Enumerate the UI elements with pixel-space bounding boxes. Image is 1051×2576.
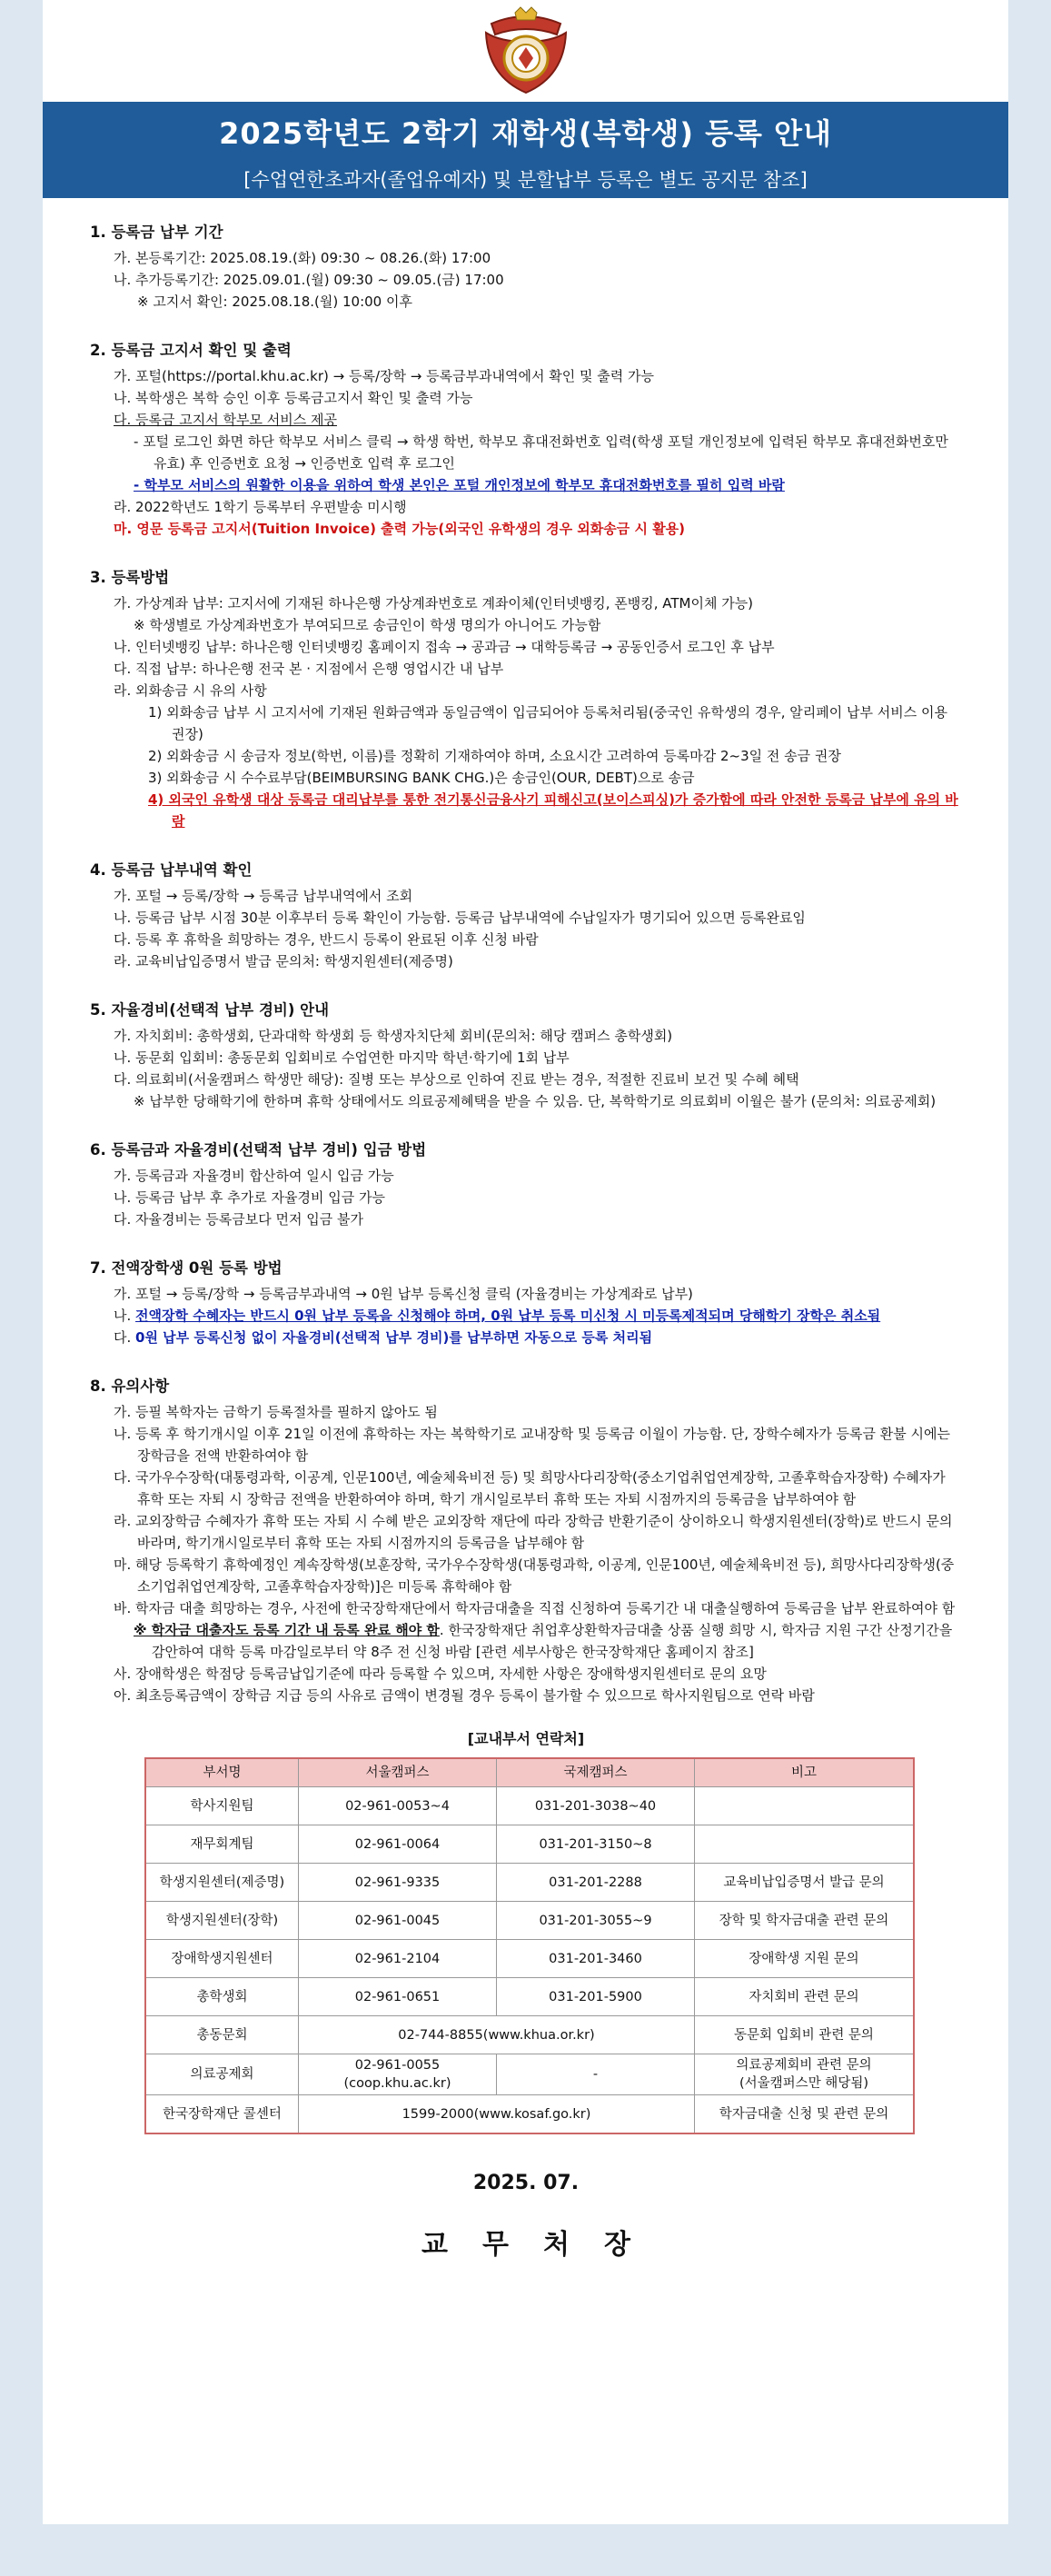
s3-item-d4: 4) 외국인 유학생 대상 등록금 대리납부를 통한 전기통신금융사기 피해신고(보이스피싱)가 증가함에 따라 안전한 등록금 납부에 유의 바람: [148, 791, 958, 830]
cell-seoul: 02-961-9335: [299, 1864, 497, 1902]
table-row: [145, 2016, 914, 2054]
s1-item-a: 가. 본등록기간: 2025.08.19.(화) 09:30 ~ 08.26.(화) 17:00: [114, 250, 491, 266]
cell-dept: 한국장학재단 콜센터: [145, 2095, 299, 2134]
cell-dept: 총동문회: [145, 2016, 299, 2054]
title-banner: [43, 102, 1008, 198]
s2-item-c1: - 포털 로그인 화면 하단 학부모 서비스 클릭 → 학생 학번, 학부모 휴대전화번호 입력(학생 포털 개인정보에 입력된 학부모 휴대전화번호만 유효) 후 인증번호 요청 → 인증번호 입력 후 로그인: [134, 433, 948, 472]
s3-item-d1: 1) 외화송금 납부 시 고지서에 기재된 원화금액과 동일금액이 입금되어야 등록처리됨(중국인 유학생의 경우, 알리페이 납부 서비스 이용 권장): [148, 704, 948, 742]
s5-item-b: 나. 동문회 입회비: 총동문회 입회비로 수업연한 마지막 학년·학기에 1회 납부: [114, 1049, 570, 1066]
cell-merged-contact: 02-744-8855(www.khua.or.kr): [299, 2016, 695, 2054]
cell-dept: 의료공제회: [145, 2054, 299, 2095]
table-row: [145, 1978, 914, 2016]
cell-seoul: 02-961-0045: [299, 1902, 497, 1940]
cell-global: 031-201-3460: [497, 1940, 695, 1978]
s1-item-b: 나. 추가등록기간: 2025.09.01.(월) 09:30 ~ 09.05.(금) 17:00: [114, 272, 504, 288]
col-header-seoul: 서울캠퍼스: [299, 1758, 497, 1787]
col-header-note: 비고: [695, 1758, 915, 1787]
s7-item-b-text: 전액장학 수혜자는 반드시 0원 납부 등록을 신청해야 하며, 0원 납부 등록 미신청 시 미등록제적되며 당해학기 장학은 취소됨: [135, 1308, 881, 1324]
table-row: [145, 1825, 914, 1864]
s3-item-d: 라. 외화송금 시 유의 사항: [114, 682, 267, 699]
cell-global: 031-201-3038~40: [497, 1787, 695, 1825]
cell-seoul: 02-961-2104: [299, 1940, 497, 1978]
s3-item-d3: 3) 외화송금 시 수수료부담(BEIMBURSING BANK CHG.)은 송금인(OUR, DEBT)으로 송금: [148, 770, 695, 786]
page-title: 2025학년도 2학기 재학생(복학생) 등록 안내: [219, 116, 832, 151]
s2-item-a: 가. 포털(https://portal.khu.ac.kr) → 등록/장학 → 등록금부과내역에서 확인 및 출력 가능: [114, 368, 655, 384]
contacts-table: [144, 1757, 915, 2134]
cell-seoul-line2: (coop.khu.ac.kr): [343, 2076, 451, 2091]
cell-seoul-line1: 02-961-0055: [354, 2058, 441, 2073]
s3-item-b: 나. 인터넷뱅킹 납부: 하나은행 인터넷뱅킹 홈페이지 접속 → 공과금 → 대학등록금 → 공동인증서 로그인 후 납부: [114, 639, 775, 655]
table-row: [145, 1902, 914, 1940]
s5-item-c: 다. 의료회비(서울캠퍼스 학생만 해당): 질병 또는 부상으로 인하여 진료 받는 경우, 적절한 진료비 보건 및 수혜 혜택: [114, 1071, 799, 1088]
col-header-dept: 부서명: [145, 1758, 299, 1787]
cell-global: -: [497, 2054, 695, 2095]
cell-note: 장애학생 지원 문의: [695, 1940, 915, 1978]
section-2-title: 2. 등록금 고지서 확인 및 출력: [90, 342, 292, 359]
s8-item-a: 가. 등필 복학자는 금학기 등록절차를 필하지 않아도 됨: [114, 1404, 438, 1420]
cell-global: 031-201-3150~8: [497, 1825, 695, 1864]
s5-note-c: ※ 납부한 당해학기에 한하며 휴학 상태에서도 의료공제혜택을 받을 수 있음. 단, 복학학기로 의료회비 이월은 불가 (문의처: 의료공제회): [134, 1093, 937, 1109]
s8-note-f-bold: ※ 학자금 대출자도 등록 기간 내 등록 완료 해야 함: [134, 1622, 440, 1638]
s1-note: ※ 고지서 확인: 2025.08.18.(월) 10:00 이후: [137, 293, 412, 310]
cell-note: 자치회비 관련 문의: [695, 1978, 915, 2016]
contacts-title: [교내부서 연락처]: [467, 1730, 585, 1747]
cell-note-line2: (서울캠퍼스만 해당됨): [739, 2076, 868, 2091]
table-row: [145, 2054, 914, 2095]
issuing-office: 교무처장: [421, 2229, 665, 2261]
section-4-title: 4. 등록금 납부내역 확인: [90, 861, 253, 879]
cell-merged-contact: 1599-2000(www.kosaf.go.kr): [299, 2095, 695, 2134]
s8-item-e: 마. 해당 등록학기 휴학예정인 계속장학생(보훈장학, 국가우수장학생(대통령과학, 이공계, 인문100년, 예술체육비전 등), 희망사다리장학생(중소기업취업연계장학, 고졸후학습자장학)]은 미등록 휴학해야 함: [114, 1557, 955, 1595]
cell-note: 교육비납입증명서 발급 문의: [695, 1864, 915, 1902]
s4-item-d: 라. 교육비납입증명서 발급 문의처: 학생지원센터(제증명): [114, 953, 453, 970]
s2-item-c: 다. 등록금 고지서 학부모 서비스 제공: [114, 412, 337, 428]
s7-item-c: [114, 1327, 962, 1348]
s3-item-c: 다. 직접 납부: 하나은행 전국 본 · 지점에서 은행 영업시간 내 납부: [114, 661, 504, 677]
s2-item-b: 나. 복학생은 복학 승인 이후 등록금고지서 확인 및 출력 가능: [114, 390, 473, 406]
cell-global: 031-201-2288: [497, 1864, 695, 1902]
s6-item-b: 나. 등록금 납부 후 추가로 자율경비 입금 가능: [114, 1189, 385, 1206]
s7-item-c-text: 0원 납부 등록신청 없이 자율경비(선택적 납부 경비)를 납부하면 자동으로 등록 처리됨: [135, 1329, 653, 1346]
s8-note-f: [134, 1619, 962, 1663]
cell-note: 장학 및 학자금대출 관련 문의: [695, 1902, 915, 1940]
s4-item-c: 다. 등록 후 휴학을 희망하는 경우, 반드시 등록이 완료된 이후 신청 바람: [114, 931, 539, 948]
s7-item-c-prefix: 다.: [114, 1329, 136, 1346]
s3-item-a: 가. 가상계좌 납부: 고지서에 기재된 하나은행 가상계좌번호로 계좌이체(인터넷뱅킹, 폰뱅킹, ATM이체 가능): [114, 595, 754, 612]
cell-dept: 총학생회: [145, 1978, 299, 2016]
cell-dept: 장애학생지원센터: [145, 1940, 299, 1978]
cell-global: 031-201-5900: [497, 1978, 695, 2016]
cell-seoul: [299, 2054, 497, 2095]
s8-item-b: 나. 등록 후 학기개시일 이후 21일 이전에 휴학하는 자는 복학학기로 교내장학 및 등록금 이월이 가능함. 단, 장학수혜자가 등록금 환불 시에는 장학금을 전액 반환하여야 함: [114, 1426, 950, 1464]
s8-item-f: 바. 학자금 대출 희망하는 경우, 사전에 한국장학재단에서 학자금대출을 직접 신청하여 등록기간 내 대출실행하여 등록금을 납부 완료하여야 함: [114, 1600, 956, 1616]
cell-seoul: 02-961-0651: [299, 1978, 497, 2016]
s8-item-g: 사. 장애학생은 학점당 등록금납입기준에 따라 등록할 수 있으며, 자세한 사항은 장애학생지원센터로 문의 요망: [114, 1666, 767, 1682]
section-8-title: 8. 유의사항: [90, 1378, 170, 1395]
s7-item-a: 가. 포털 → 등록/장학 → 등록금부과내역 → 0원 납부 등록신청 클릭 (자율경비는 가상계좌로 납부): [114, 1286, 693, 1302]
cell-seoul: 02-961-0053~4: [299, 1787, 497, 1825]
s7-item-b-prefix: 나.: [114, 1308, 136, 1324]
table-row: [145, 1864, 914, 1902]
section-7-title: 7. 전액장학생 0원 등록 방법: [90, 1259, 283, 1277]
s2-item-c2: - 학부모 서비스의 원활한 이용을 위하여 학생 본인은 포털 개인정보에 학부모 휴대전화번호를 필히 입력 바람: [134, 477, 785, 493]
s3-note-a: ※ 학생별로 가상계좌번호가 부여되므로 송금인이 학생 명의가 아니어도 가능함: [134, 617, 601, 633]
s4-item-b: 나. 등록금 납부 시점 30분 이후부터 등록 확인이 가능함. 등록금 납부내역에 수납일자가 명기되어 있으면 등록완료임: [114, 910, 806, 926]
s8-note-f-rest: . 한국장학재단 취업후상환학자금대출 상품 실행 희망 시, 학자금 지원 구간 산정기간을 감안하여 대학 등록 마감일로부터 약 8주 전 신청 바람 [관련 세부사항은 한국장학재단 홈페이지 참조]: [152, 1622, 953, 1660]
table-row: [145, 1940, 914, 1978]
cell-note: [695, 1825, 915, 1864]
section-3-title: 3. 등록방법: [90, 569, 170, 586]
s7-item-b: [114, 1305, 962, 1327]
page-subtitle: [수업연한초과자(졸업유예자) 및 분할납부 등록은 별도 공지문 참조]: [243, 169, 808, 191]
s8-item-c: 다. 국가우수장학(대통령과학, 이공계, 인문100년, 예술체육비전 등) 및 희망사다리장학(중소기업취업연계장학, 고졸후학습자장학) 수혜자가 휴학 또는 자퇴 시 장학금 전액을 반환하여야 하며, 학기 개시일로부터 휴학 또는 자퇴 시점까지의 등록금을 납부하여야 함: [114, 1469, 946, 1507]
s6-item-a: 가. 등록금과 자율경비 합산하여 일시 입금 가능: [114, 1168, 394, 1184]
cell-note: [695, 2054, 915, 2095]
cell-dept: 재무회계팀: [145, 1825, 299, 1864]
s4-item-a: 가. 포털 → 등록/장학 → 등록금 납부내역에서 조회: [114, 888, 413, 904]
notice-content: [90, 214, 962, 2261]
s2-item-e: 마. 영문 등록금 고지서(Tuition Invoice) 출력 가능(외국인 유학생의 경우 외화송금 시 활용): [114, 521, 686, 537]
cell-note-line1: 의료공제회비 관련 문의: [736, 2058, 872, 2073]
s6-item-c: 다. 자율경비는 등록금보다 먼저 입금 불가: [114, 1211, 363, 1228]
notice-page: [43, 0, 1008, 2524]
table-row: [145, 1787, 914, 1825]
cell-dept: 학생지원센터(장학): [145, 1902, 299, 1940]
section-5-title: 5. 자율경비(선택적 납부 경비) 안내: [90, 1001, 330, 1019]
s3-item-d2: 2) 외화송금 시 송금자 정보(학번, 이름)를 정확히 기재하여야 하며, 소요시간 고려하여 등록마감 2~3일 전 송금 권장: [148, 748, 841, 764]
table-row: [145, 2095, 914, 2134]
cell-note: 학자금대출 신청 및 관련 문의: [695, 2095, 915, 2134]
cell-note: [695, 1787, 915, 1825]
section-6-title: 6. 등록금과 자율경비(선택적 납부 경비) 입금 방법: [90, 1141, 427, 1159]
s8-item-d: 라. 교외장학금 수혜자가 휴학 또는 자퇴 시 수혜 받은 교외장학 재단에 따라 장학금 반환기준이 상이하오니 학생지원센터(장학)로 반드시 문의 바라며, 학기개시일로부터 휴학 또는 자퇴 시점까지의 등록금을 납부해야 함: [114, 1513, 953, 1551]
cell-global: 031-201-3055~9: [497, 1902, 695, 1940]
university-emblem-icon: [479, 5, 573, 96]
cell-dept: 학사지원팀: [145, 1787, 299, 1825]
section-1-title: 1. 등록금 납부 기간: [90, 224, 223, 241]
col-header-global: 국제캠퍼스: [497, 1758, 695, 1787]
contacts-header-row: [145, 1758, 914, 1787]
cell-note: 동문회 입회비 관련 문의: [695, 2016, 915, 2054]
cell-seoul: 02-961-0064: [299, 1825, 497, 1864]
s5-item-a: 가. 자치회비: 총학생회, 단과대학 학생회 등 학생자치단체 회비(문의처: 해당 캠퍼스 총학생회): [114, 1028, 673, 1044]
s2-item-d: 라. 2022학년도 1학기 등록부터 우편발송 미시행: [114, 499, 407, 515]
notice-date: 2025. 07.: [472, 2172, 580, 2194]
cell-dept: 학생지원센터(제증명): [145, 1864, 299, 1902]
s8-item-h: 아. 최초등록금액이 장학금 지급 등의 사유로 금액이 변경될 경우 등록이 불가할 수 있으므로 학사지원팀으로 연락 바람: [114, 1687, 815, 1704]
